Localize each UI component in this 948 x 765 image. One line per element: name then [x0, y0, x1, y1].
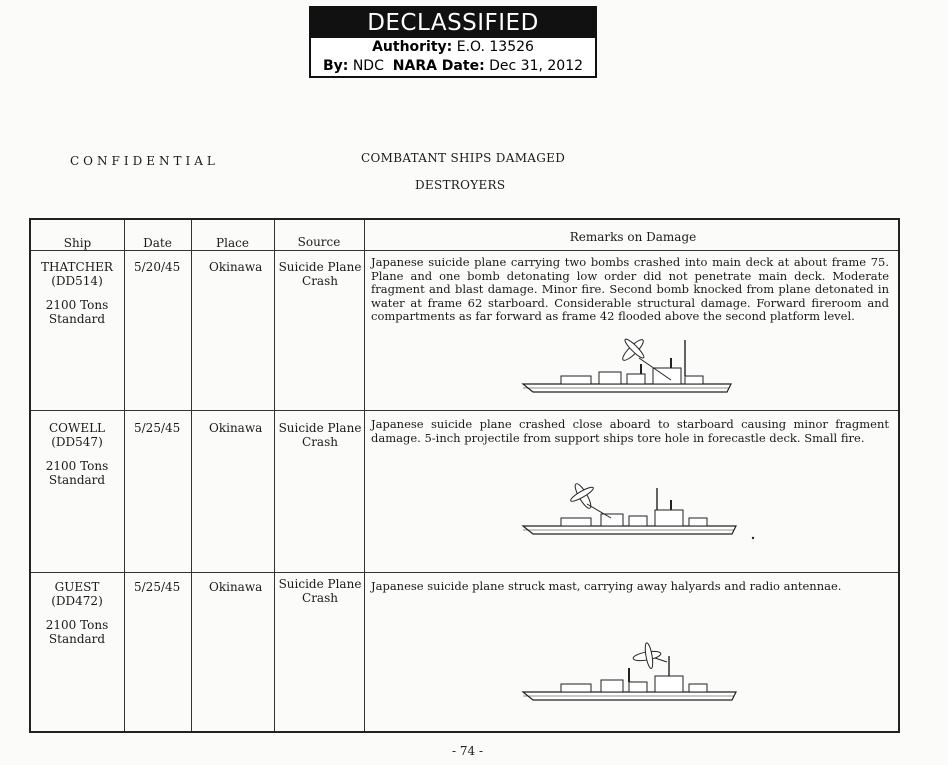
- ship-name: GUEST: [54, 580, 100, 594]
- column-divider: [124, 220, 125, 731]
- destroyer-sketch-icon: [521, 482, 761, 552]
- column-header-source: Source: [297, 235, 341, 249]
- source-line: Suicide Plane: [278, 421, 362, 435]
- ship-cell: [31, 422, 123, 487]
- column-divider: [274, 220, 275, 731]
- column-header-remarks: Remarks on Damage: [569, 230, 697, 244]
- column-divider: [364, 220, 365, 731]
- classification-label: CONFIDENTIAL: [70, 154, 219, 168]
- source-line: Crash: [302, 590, 338, 605]
- stamp-banner: DECLASSIFIED: [311, 8, 595, 38]
- ship-tonnage: 2100 Tons: [45, 459, 109, 473]
- remarks-cell: Japanese suicide plane struck mast, carrying away halyards and radio antennae.: [371, 579, 842, 593]
- column-header-date: Date: [143, 236, 172, 250]
- stamp-authority-value: E.O. 13526: [456, 39, 534, 55]
- row-divider: [31, 572, 898, 573]
- source-line: Crash: [302, 434, 338, 449]
- remarks-cell: Japanese suicide plane crashed close aboard to starboard causing minor fragment damage. 5-inch projectile from support ships tore hole in forecastle deck. Small fire.: [371, 417, 889, 445]
- source-line: Suicide Plane: [278, 577, 362, 591]
- stamp-by-value: NDC: [352, 58, 384, 74]
- source-cell: [278, 578, 362, 605]
- ship-hull-number: (DD514): [51, 273, 103, 288]
- row-divider: [31, 410, 898, 411]
- ship-hull-number: (DD547): [51, 434, 103, 449]
- place-cell: Okinawa: [209, 260, 263, 274]
- declassified-stamp: [309, 6, 597, 78]
- source-cell: [278, 261, 362, 288]
- column-divider: [191, 220, 192, 731]
- stamp-authority: [311, 38, 595, 57]
- column-header-place: Place: [216, 236, 249, 250]
- ship-name: COWELL: [48, 421, 106, 435]
- source-line: Crash: [302, 273, 338, 288]
- stamp-nara-value: Dec 31, 2012: [489, 58, 584, 74]
- remarks-cell: Japanese suicide plane carrying two bombs crashed into main deck at about frame 75. Plane and one bomb detonating low order did not penetrate main deck. Moderate fragment and blast damage. Minor fire. Second bomb knocked from plane detonated in water at frame 62 starboard. Considerable structural damage. Forward fireroom and compartments as far forward as frame 42 flooded above the second platform level.: [371, 255, 889, 323]
- page-subtitle: DESTROYERS: [415, 178, 506, 192]
- stamp-by-label: By:: [322, 58, 349, 74]
- place-cell: Okinawa: [209, 421, 263, 435]
- source-cell: [278, 422, 362, 449]
- column-header-ship: Ship: [63, 236, 92, 250]
- stamp-by-line: [311, 57, 595, 76]
- page-number: - 74 -: [452, 744, 484, 758]
- source-line: Suicide Plane: [278, 260, 362, 274]
- ship-tonnage: 2100 Tons: [45, 618, 109, 632]
- destroyer-sketch-icon: [521, 332, 741, 402]
- date-cell: 5/25/45: [134, 421, 181, 435]
- stamp-nara-label: NARA Date:: [392, 58, 485, 74]
- place-cell: Okinawa: [209, 580, 263, 594]
- stamp-authority-label: Authority:: [372, 39, 453, 55]
- ship-tonnage-type: Standard: [48, 631, 106, 646]
- row-divider: [31, 250, 898, 251]
- date-cell: 5/20/45: [134, 260, 181, 274]
- ship-hull-number: (DD472): [51, 593, 103, 608]
- ship-cell: [31, 581, 123, 646]
- ship-tonnage-type: Standard: [48, 472, 106, 487]
- ship-cell: [31, 261, 123, 326]
- damage-table: [29, 218, 900, 733]
- ship-name: THATCHER: [41, 260, 113, 274]
- destroyer-sketch-icon: [521, 640, 751, 715]
- page-title: COMBATANT SHIPS DAMAGED: [361, 151, 566, 165]
- date-cell: 5/25/45: [134, 580, 181, 594]
- ship-tonnage: 2100 Tons: [45, 298, 109, 312]
- ship-tonnage-type: Standard: [48, 311, 106, 326]
